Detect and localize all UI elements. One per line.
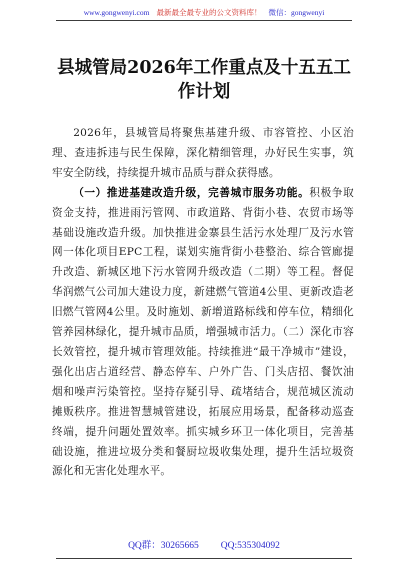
footer-qq-contact: QQ:535304092 — [220, 541, 280, 551]
page-footer — [0, 540, 408, 552]
document-title: 县城管局2026年工作重点及十五五工作计划 — [57, 58, 351, 102]
section-1-body: 积极争取资金支持，推进雨污管网、市政道路、背街小巷、农贸市场等基础设施改造升级。加快推进金寨县生活污水处理厂及污水管网一体化项目EPC工程，谋划实施背街小巷整治、综合管廊提升改造、新城区地下污水管网升级改造（二期）等工程。督促华润燃气公司加大建设力度，新建燃气管道4公里、更新改造老旧燃气管网4公里。及时施划、新增道路标线和停车位，精细化管养园林绿化，提升城市品质，增强城市活力。（二）深化市容长效管控，提升城市管理效能。持续推进“最干净城市”建设，强化出店占道经营、静态停车、户外广告、门头店招、餐饮油烟和噪声污染管控。坚持存疑引导、疏堵结合，规范城区流动摊贩秩序。推进智慧城管建设，拓展应用场景，配备移动巡查终端，提升问题处置效率。抓实城乡环卫一体化项目，完善基础设施，推进垃圾分类和餐厨垃圾收集处理，提升生活垃圾资源化和无害化处理水平。 — [52, 186, 355, 478]
header-divider — [56, 20, 352, 21]
header-site-link[interactable]: www.gongwenyi.com — [83, 8, 150, 17]
header-wechat: 微信：gongwenyi — [268, 8, 325, 17]
header-slogan: 最新最全最专业的公文资料库！ — [156, 8, 262, 17]
document-body — [52, 124, 354, 482]
section-1-paragraph — [52, 184, 354, 483]
footer-divider — [56, 558, 352, 559]
page-header — [0, 8, 408, 18]
intro-paragraph: 2026年，县城管局将聚焦基建升级、市容管控、小区治理、查违拆违与民生保障，深化精细管理，办好民生实事，筑牢安全防线，持续提升城市品质与群众获得感。 — [52, 127, 354, 179]
section-1-heading: （一）推进基建改造升级，完善城市服务功能。 — [73, 186, 310, 199]
footer-qq-group: QQ群：30265665 — [128, 541, 199, 551]
